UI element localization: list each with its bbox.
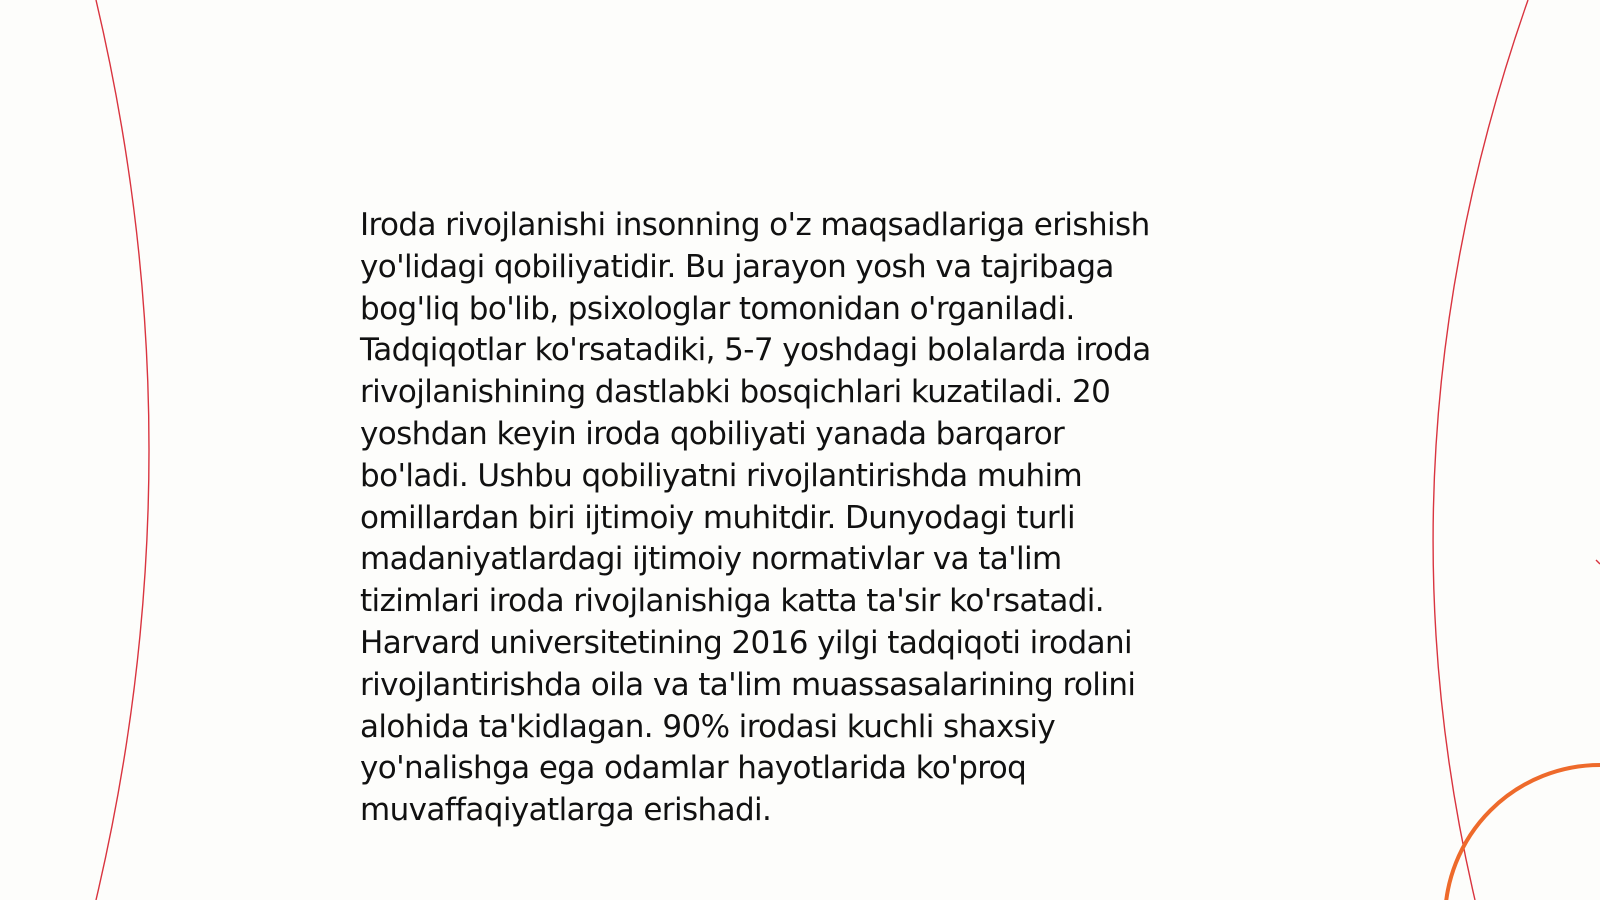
right-edge-tick: [1596, 560, 1600, 564]
paragraph-line: yo'nalishga ega odamlar hayotlarida ko'proq: [360, 750, 1027, 787]
paragraph-line: muvaffaqiyatlarga erishadi.: [360, 792, 772, 829]
paragraph-line: Harvard universitetining 2016 yilgi tadqiqoti irodani: [360, 624, 1133, 661]
paragraph-line: tizimlari iroda rivojlanishiga katta ta'sir ko'rsatadi.: [360, 583, 1105, 620]
paragraph-line: rivojlantirishda oila va ta'lim muassasalarining rolini: [360, 666, 1136, 703]
paragraph-line: yo'lidagi qobiliyatidir. Bu jarayon yosh va tajribaga: [360, 248, 1114, 285]
paragraph-line: bog'liq bo'lib, psixologlar tomonidan o'rganiladi.: [360, 290, 1075, 327]
right-curve-line: [1433, 0, 1528, 900]
paragraph-line: bo'ladi. Ushbu qobiliyatni rivojlantirishda muhim: [360, 457, 1083, 494]
paragraph-line: yoshdan keyin iroda qobiliyati yanada barqaror: [360, 415, 1065, 452]
paragraph-line: madaniyatlardagi ijtimoiy normativlar va ta'lim: [360, 541, 1062, 578]
paragraph-line: Iroda rivojlanishi insonning o'z maqsadlariga erishish: [360, 207, 1150, 243]
paragraph-line: omillardan biri ijtimoiy muhitdir. Dunyodagi turli: [360, 499, 1076, 536]
orange-accent-arc: [1445, 765, 1600, 900]
body-paragraph: [360, 205, 1240, 832]
left-curve-line: [96, 0, 149, 900]
paragraph-line: alohida ta'kidlagan. 90% irodasi kuchli shaxsiy: [360, 708, 1056, 745]
paragraph-line: rivojlanishining dastlabki bosqichlari kuzatiladi. 20: [360, 374, 1111, 411]
paragraph-line: Tadqiqotlar ko'rsatadiki, 5-7 yoshdagi bolalarda iroda: [360, 332, 1151, 369]
